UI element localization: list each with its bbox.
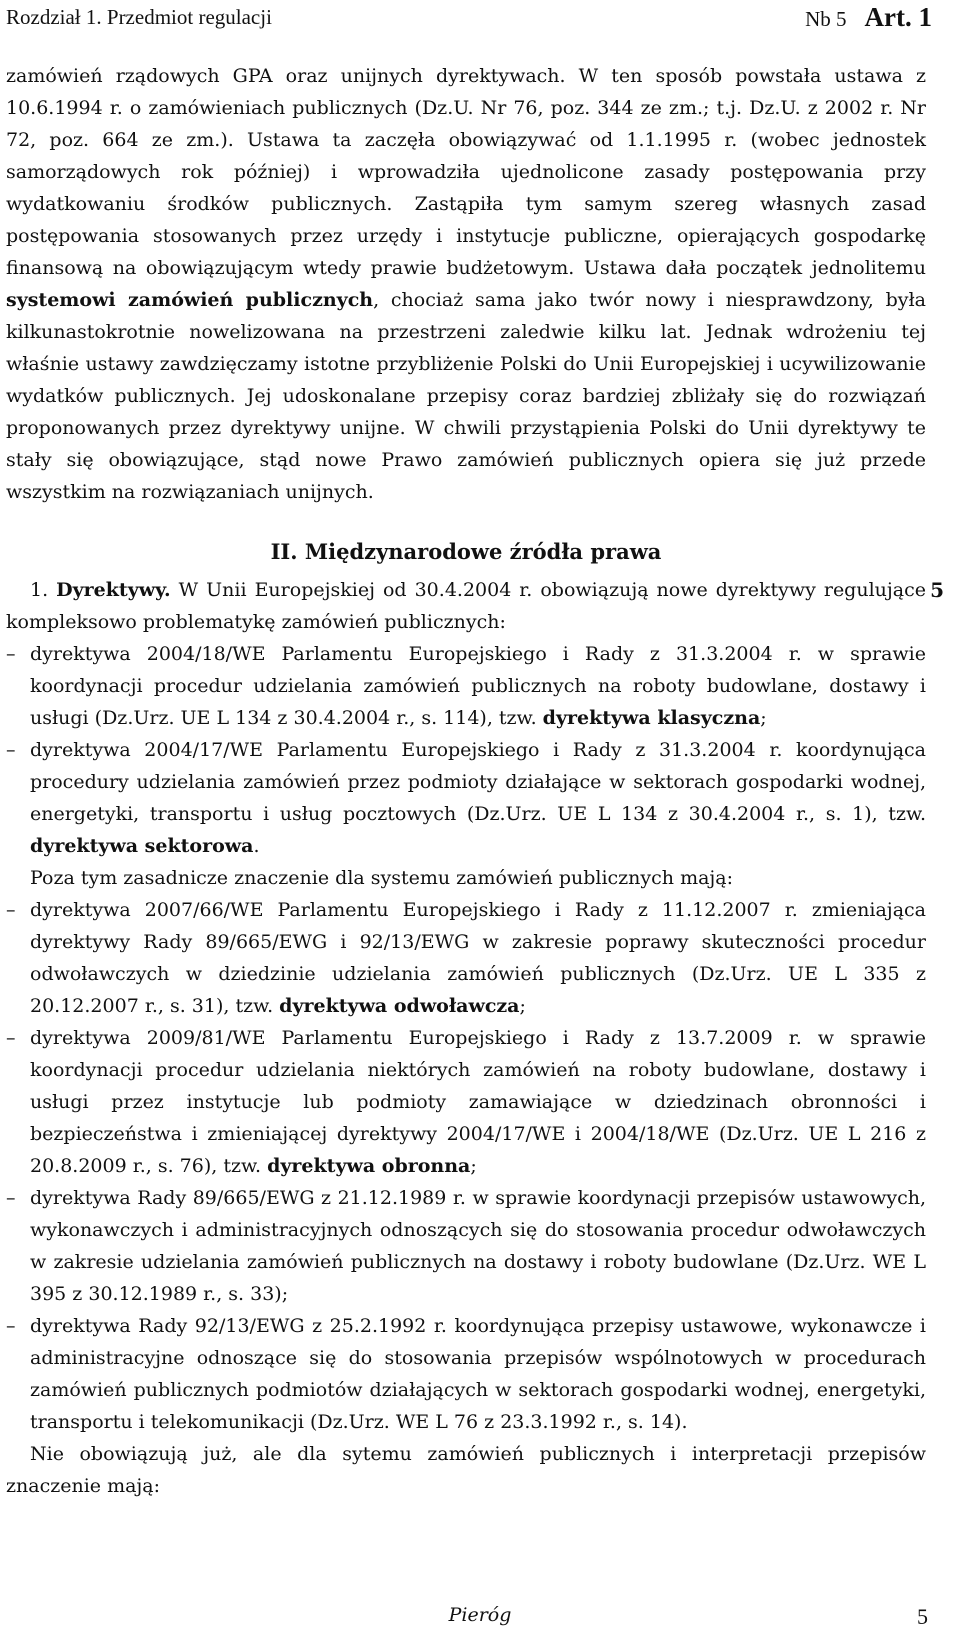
bold-term: dyrektywa odwoławcza: [279, 995, 520, 1017]
list-item: [6, 894, 926, 1022]
item-number: 1.: [30, 579, 57, 601]
list-item-text: ;: [470, 1155, 477, 1177]
bold-term: systemowi zamówień publicznych: [6, 289, 374, 311]
author-name: Pieróg: [448, 1604, 512, 1626]
chapter-title: Rozdział 1. Przedmiot regulacji: [6, 5, 272, 29]
margin-number: 5: [930, 578, 944, 602]
bold-term: Dyrektywy.: [56, 579, 171, 601]
margin-number-ref: Nb 5: [805, 7, 847, 31]
running-header: [6, 0, 932, 34]
mid-paragraph: Poza tym zasadnicze znaczenie dla systemu zamówień publicznych mają:: [30, 867, 734, 889]
bold-term: dyrektywa sektorowa: [30, 835, 254, 857]
list-item: [6, 1022, 926, 1182]
directives-intro: [6, 574, 944, 638]
list-dash: –: [6, 1187, 16, 1209]
paragraph-text: , chociaż sama jako twór nowy i niesprawdzony, była kilkunastokrotnie nowelizowana na przestrzeni zaledwie kilku lat. Jednak wdrożeniu tej właśnie ustawy zawdzięczamy istotne przybliżenie Polski do Unii Europejskiej i ucywilizowanie wydatków publicznych. Jej udoskonalane przepisy coraz bardziej zbliżały się do rozwiązań proponowanych przez dyrektywy unijne. W chwili przystąpienia Polski do Unii dyrektywy te stały się obowiązujące, stąd nowe Prawo zamówień publicznych opiera się już przede wszystkim na rozwiązaniach unijnych.: [6, 289, 926, 503]
list-item-text: ;: [760, 707, 767, 729]
bold-term: dyrektywa klasyczna: [542, 707, 761, 729]
list-item: [6, 734, 926, 862]
page-footer: [0, 1604, 960, 1634]
list-dash: –: [6, 899, 16, 921]
list-dash: –: [6, 1027, 16, 1049]
list-item-text: ;: [519, 995, 526, 1017]
list-item-text: dyrektywa 2009/81/WE Parlamentu Europejskiego i Rady z 13.7.2009 r. w sprawie koordynacji procedur udzielania niektórych zamówień na roboty budowlane, dostawy i usługi przez instytucje lub podmioty zamawiające w dziedzinach obronności i bezpieczeństwa i zmieniającej dyrektywy 2004/17/WE i 2004/18/WE (Dz.Urz. UE L 216 z 20.8.2009 r., s. 76), tzw.: [30, 1027, 926, 1177]
section-heading: II. Międzynarodowe źródła prawa: [270, 539, 662, 564]
body-text: [6, 60, 944, 1502]
directive-list-secondary: [6, 894, 926, 1438]
article-ref: Art. 1: [864, 2, 932, 32]
list-item: [6, 1310, 926, 1438]
page-number: 5: [917, 1604, 928, 1629]
directive-list-primary: [6, 638, 926, 862]
list-item: [6, 638, 926, 734]
list-item-text: dyrektywa Rady 89/665/EWG z 21.12.1989 r. w sprawie koordynacji przepisów ustawowych, wykonawczych i administracyjnych odnoszących się do stosowania procedur odwoławczych w zakresie udzielania zamówień publicznych na dostawy i roboty budowlane (Dz.Urz. WE L 395 z 30.12.1989 r., s. 33);: [30, 1187, 926, 1305]
list-dash: –: [6, 739, 16, 761]
paragraph-text: W Unii Europejskiej od 30.4.2004 r. obowiązują nowe dyrektywy regulujące kompleksowo problematykę zamówień publicznych:: [6, 579, 927, 633]
list-item-text: .: [253, 835, 260, 857]
list-dash: –: [6, 1315, 16, 1337]
list-item-text: dyrektywa 2004/17/WE Parlamentu Europejskiego i Rady z 31.3.2004 r. koordynująca procedury udzielania zamówień przez podmioty działające w sektorach gospodarki wodnej, energetyki, transportu i usług pocztowych (Dz.Urz. UE L 134 z 30.4.2004 r., s. 1), tzw.: [30, 739, 926, 825]
closing-paragraph: Nie obowiązują już, ale dla sytemu zamówień publicznych i interpretacji przepisów znaczenie mają:: [6, 1443, 926, 1497]
list-item-text: dyrektywa 2007/66/WE Parlamentu Europejskiego i Rady z 11.12.2007 r. zmieniająca dyrektywy Rady 89/665/EWG i 92/13/EWG w zakresie poprawy skuteczności procedur odwoławczych w dziedzinie udzielania zamówień publicznych (Dz.Urz. UE L 335 z 20.12.2007 r., s. 31), tzw.: [30, 899, 926, 1017]
list-item-text: dyrektywa 2004/18/WE Parlamentu Europejskiego i Rady z 31.3.2004 r. w sprawie koordynacji procedur udzielania zamówień publicznych na roboty budowlane, dostawy i usługi (Dz.Urz. UE L 134 z 30.4.2004 r., s. 114), tzw.: [30, 643, 926, 729]
header-reference: [805, 0, 932, 36]
paragraph-text: zamówień rządowych GPA oraz unijnych dyrektywach. W ten sposób powstała ustawa z 10.6.1994 r. o zamówieniach publicznych (Dz.U. Nr 76, poz. 344 ze zm.; t.j. Dz.U. z 2002 r. Nr 72, poz. 664 ze zm.). Ustawa ta zaczęła obowiązywać od 1.1.1995 r. (wobec jednostek samorządowych rok później) i wprowadziła ujednolicone zasady postępowania przy wydatkowaniu środków publicznych. Zastąpiła tym samym szereg własnych zasad postępowania stosowanych przez urzędy i instytucje publiczne, opierających gospodarkę finansową na obowiązującym wtedy prawie budżetowym. Ustawa dała początek jednolitemu: [6, 65, 926, 279]
list-item: [6, 1182, 926, 1310]
bold-term: dyrektywa obronna: [267, 1155, 471, 1177]
paragraph-intro: [6, 60, 926, 508]
list-item-text: dyrektywa Rady 92/13/EWG z 25.2.1992 r. koordynująca przepisy ustawowe, wykonawcze i administracyjne odnoszące się do stosowania przepisów wspólnotowych w procedurach zamówień publicznych podmiotów działających w sektorach gospodarki wodnej, energetyki, transportu i telekomunikacji (Dz.Urz. WE L 76 z 23.3.1992 r., s. 14).: [30, 1315, 926, 1433]
list-dash: –: [6, 643, 16, 665]
